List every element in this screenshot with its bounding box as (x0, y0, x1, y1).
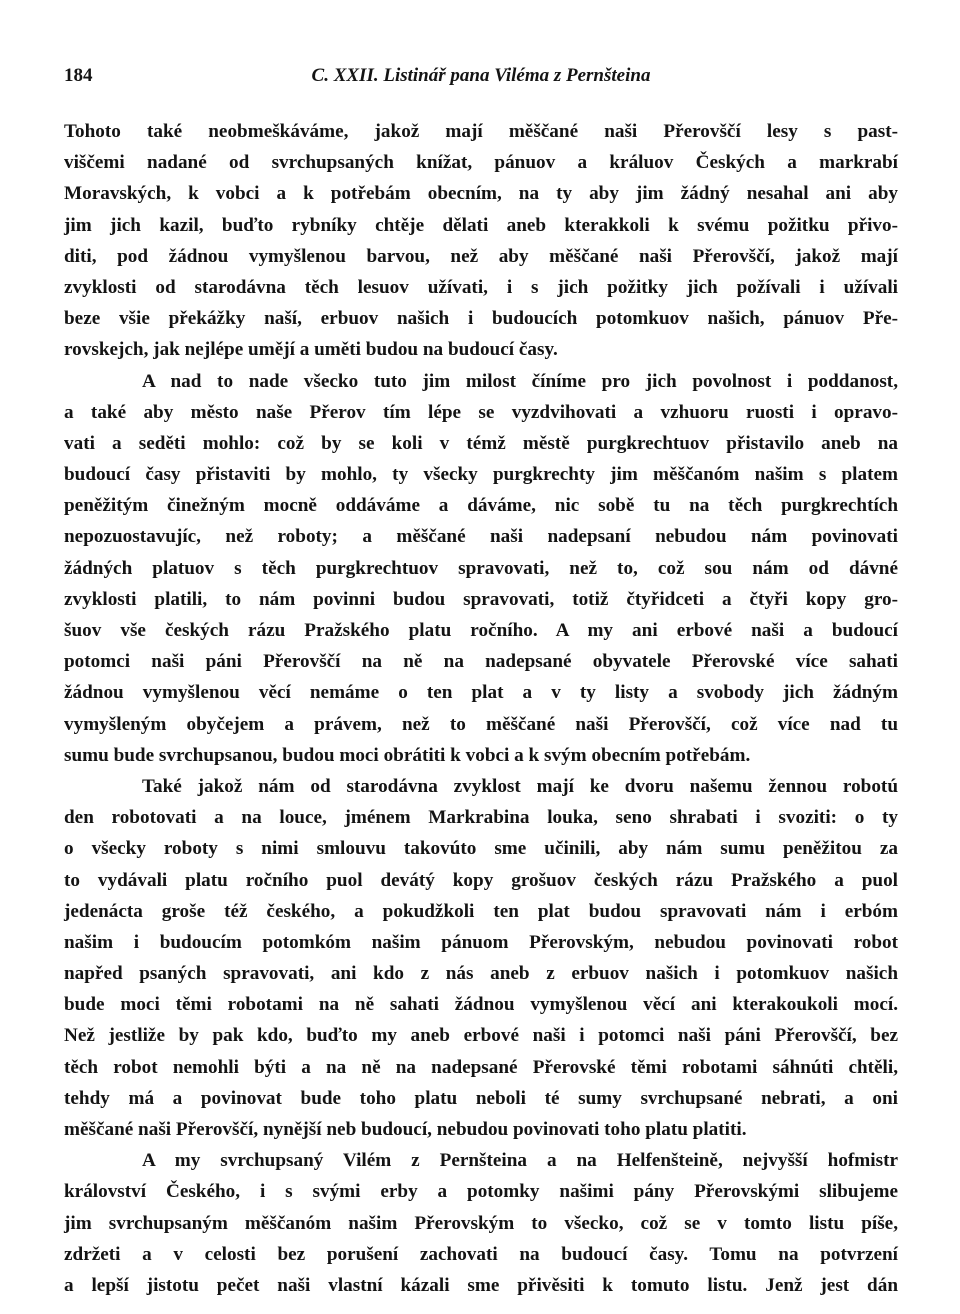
text-line: nepozuostavujíc, než roboty; a měščané naši nadepsaní nebudou nám povinovati (64, 526, 898, 548)
text-line: zdržeti a v celosti bez porušení zachovati na budoucí časy. Tomu na potvrzení (64, 1243, 898, 1265)
text-line: žádných platuov s těch purgkrechtuov spravovati, než to, což sou nám od dávné (64, 557, 898, 579)
text-line: rovskejch, jak nejlépe umějí a uměti budou na budoucí časy. (64, 339, 558, 361)
text-line: zvyklosti od starodávna těch lesuov užívati, i s jich požitky jich požívali i užívali (64, 276, 898, 298)
text-line: a lepší jistotu pečet naši vlastní kázali sme přivěsiti k tomuto listu. Jenž jest dán (64, 1274, 898, 1296)
text-line: to vydávali platu ročního puol devátý kopy grošuov českých rázu Pražského a puol (64, 869, 898, 891)
text-line: a také aby město naše Přerov tím lépe se vyzdvihovati a vzhuoru ruosti i opravo- (64, 401, 898, 423)
text-line: vati a seděti mohlo: což by se koli v témž městě purgkrechtuov přistavilo aneb na (64, 432, 898, 454)
text-line: těch robot nemohli býti a na ně na nadepsané Přerovské těmi robotami sáhnúti chtěli, (64, 1056, 898, 1078)
text-line: jim jich kazil, buďto rybníky chtěje dělati aneb kterakkoli k svému požitku přivo- (64, 214, 898, 236)
text-line: našim i budoucím potomkóm našim pánuom Přerovským, nebudou povinovati robot (64, 931, 898, 953)
text-line: budoucí časy přistaviti by mohlo, ty všecky purgkrechty jim měščanóm našim s platem (64, 464, 898, 486)
text-line: měščané naši Přerovščí, nynější neb budoucí, nebudou povinovati toho platu platiti. (64, 1119, 747, 1140)
text-line: Také jakož nám od starodávna zvyklost mají ke dvoru našemu žennou robotú (142, 775, 898, 797)
running-header (64, 58, 898, 94)
text-line: beze všie překážky naší, erbuov našich i budoucích potomkuov našich, pánuov Pře- (64, 308, 898, 330)
text-line: den robotovati a na louce, jménem Markrabina louka, seno shrabati i svoziti: o ty (64, 807, 898, 829)
text-line: vymyšleným obyčejem a právem, než to měščané naši Přerovščí, což více nad tu (64, 713, 898, 735)
body-text (64, 116, 898, 1301)
text-line: Moravských, k vobci a k potřebám obecním, na ty aby jim žádný nesahal ani aby (64, 183, 898, 205)
text-line: peněžitým činežným mocně oddáváme a dáváme, nic sobě tu na těch purgkrechtích (64, 495, 898, 517)
text-line: Tohoto také neobmeškáváme, jakož mají měščané naši Přerovščí lesy s past- (64, 121, 898, 142)
text-line: diti, pod žádnou vymyšlenou barvou, než aby měščané naši Přerovščí, jakož mají (64, 245, 898, 267)
text-line: napřed psaných spravovati, ani kdo z nás aneb z erbuov našich i potomkuov našich (64, 963, 898, 985)
running-title: C. XXII. Listinář pana Viléma z Pernšteina (311, 65, 651, 86)
text-line: sumu bude svrchupsanou, budou moci obrátiti k vobci a k svým obecním potřebám. (64, 744, 751, 766)
text-line: tehdy má a povinovat bude toho platu neboli té sumy svrchupsané nebrati, a oni (64, 1087, 898, 1109)
text-line: šuov vše českých rázu Pražského platu ročního. A my ani erbové naši a budoucí (64, 620, 898, 641)
text-line: bude moci těmi robotami na ně sahati žádnou vymyšlenou věcí ani kterakoukoli mocí. (64, 994, 898, 1016)
document-page (64, 58, 898, 1301)
text-line: Než jestliže by pak kdo, buďto my aneb erbové naši i potomci naši páni Přerovščí, bez (64, 1025, 898, 1047)
text-line: jim svrchupsaným měščanóm našim Přerovským to všecko, což se v tomto listu píše, (64, 1212, 898, 1234)
text-line: A my svrchupsaný Vilém z Pernšteina a na Helfenšteině, nejvyšší hofmistr (142, 1150, 898, 1172)
text-line: žádnou vymyšlenou věcí nemáme o ten plat a v ty listy a svobody jich žádným (64, 682, 898, 704)
text-line: A nad to nade všecko tuto jim milost číníme pro jich povolnost i poddanost, (142, 370, 898, 392)
text-line: jedenácta groše též českého, a pokudžkoli ten plat budou spravovati nám i erbóm (64, 900, 898, 922)
text-line: viščemi nadané od svrchupsaných knížat, pánuov a králuov Českých a markrabí (64, 152, 898, 174)
text-line: zvyklosti platili, to nám povinni budou spravovati, totiž čtyřidceti a čtyři kopy gro- (64, 588, 898, 610)
text-line: o všecky roboty s nimi smlouvu takovúto sme učinili, aby nám sumu peněžitou za (64, 838, 898, 860)
text-line: potomci naši páni Přerovščí na ně na nadepsané obyvatele Přerovské více sahati (64, 651, 898, 673)
text-line: království Českého, i s svými erby a potomky našimi pány Přerovskými slibujeme (64, 1181, 898, 1203)
page-number: 184 (64, 65, 93, 86)
